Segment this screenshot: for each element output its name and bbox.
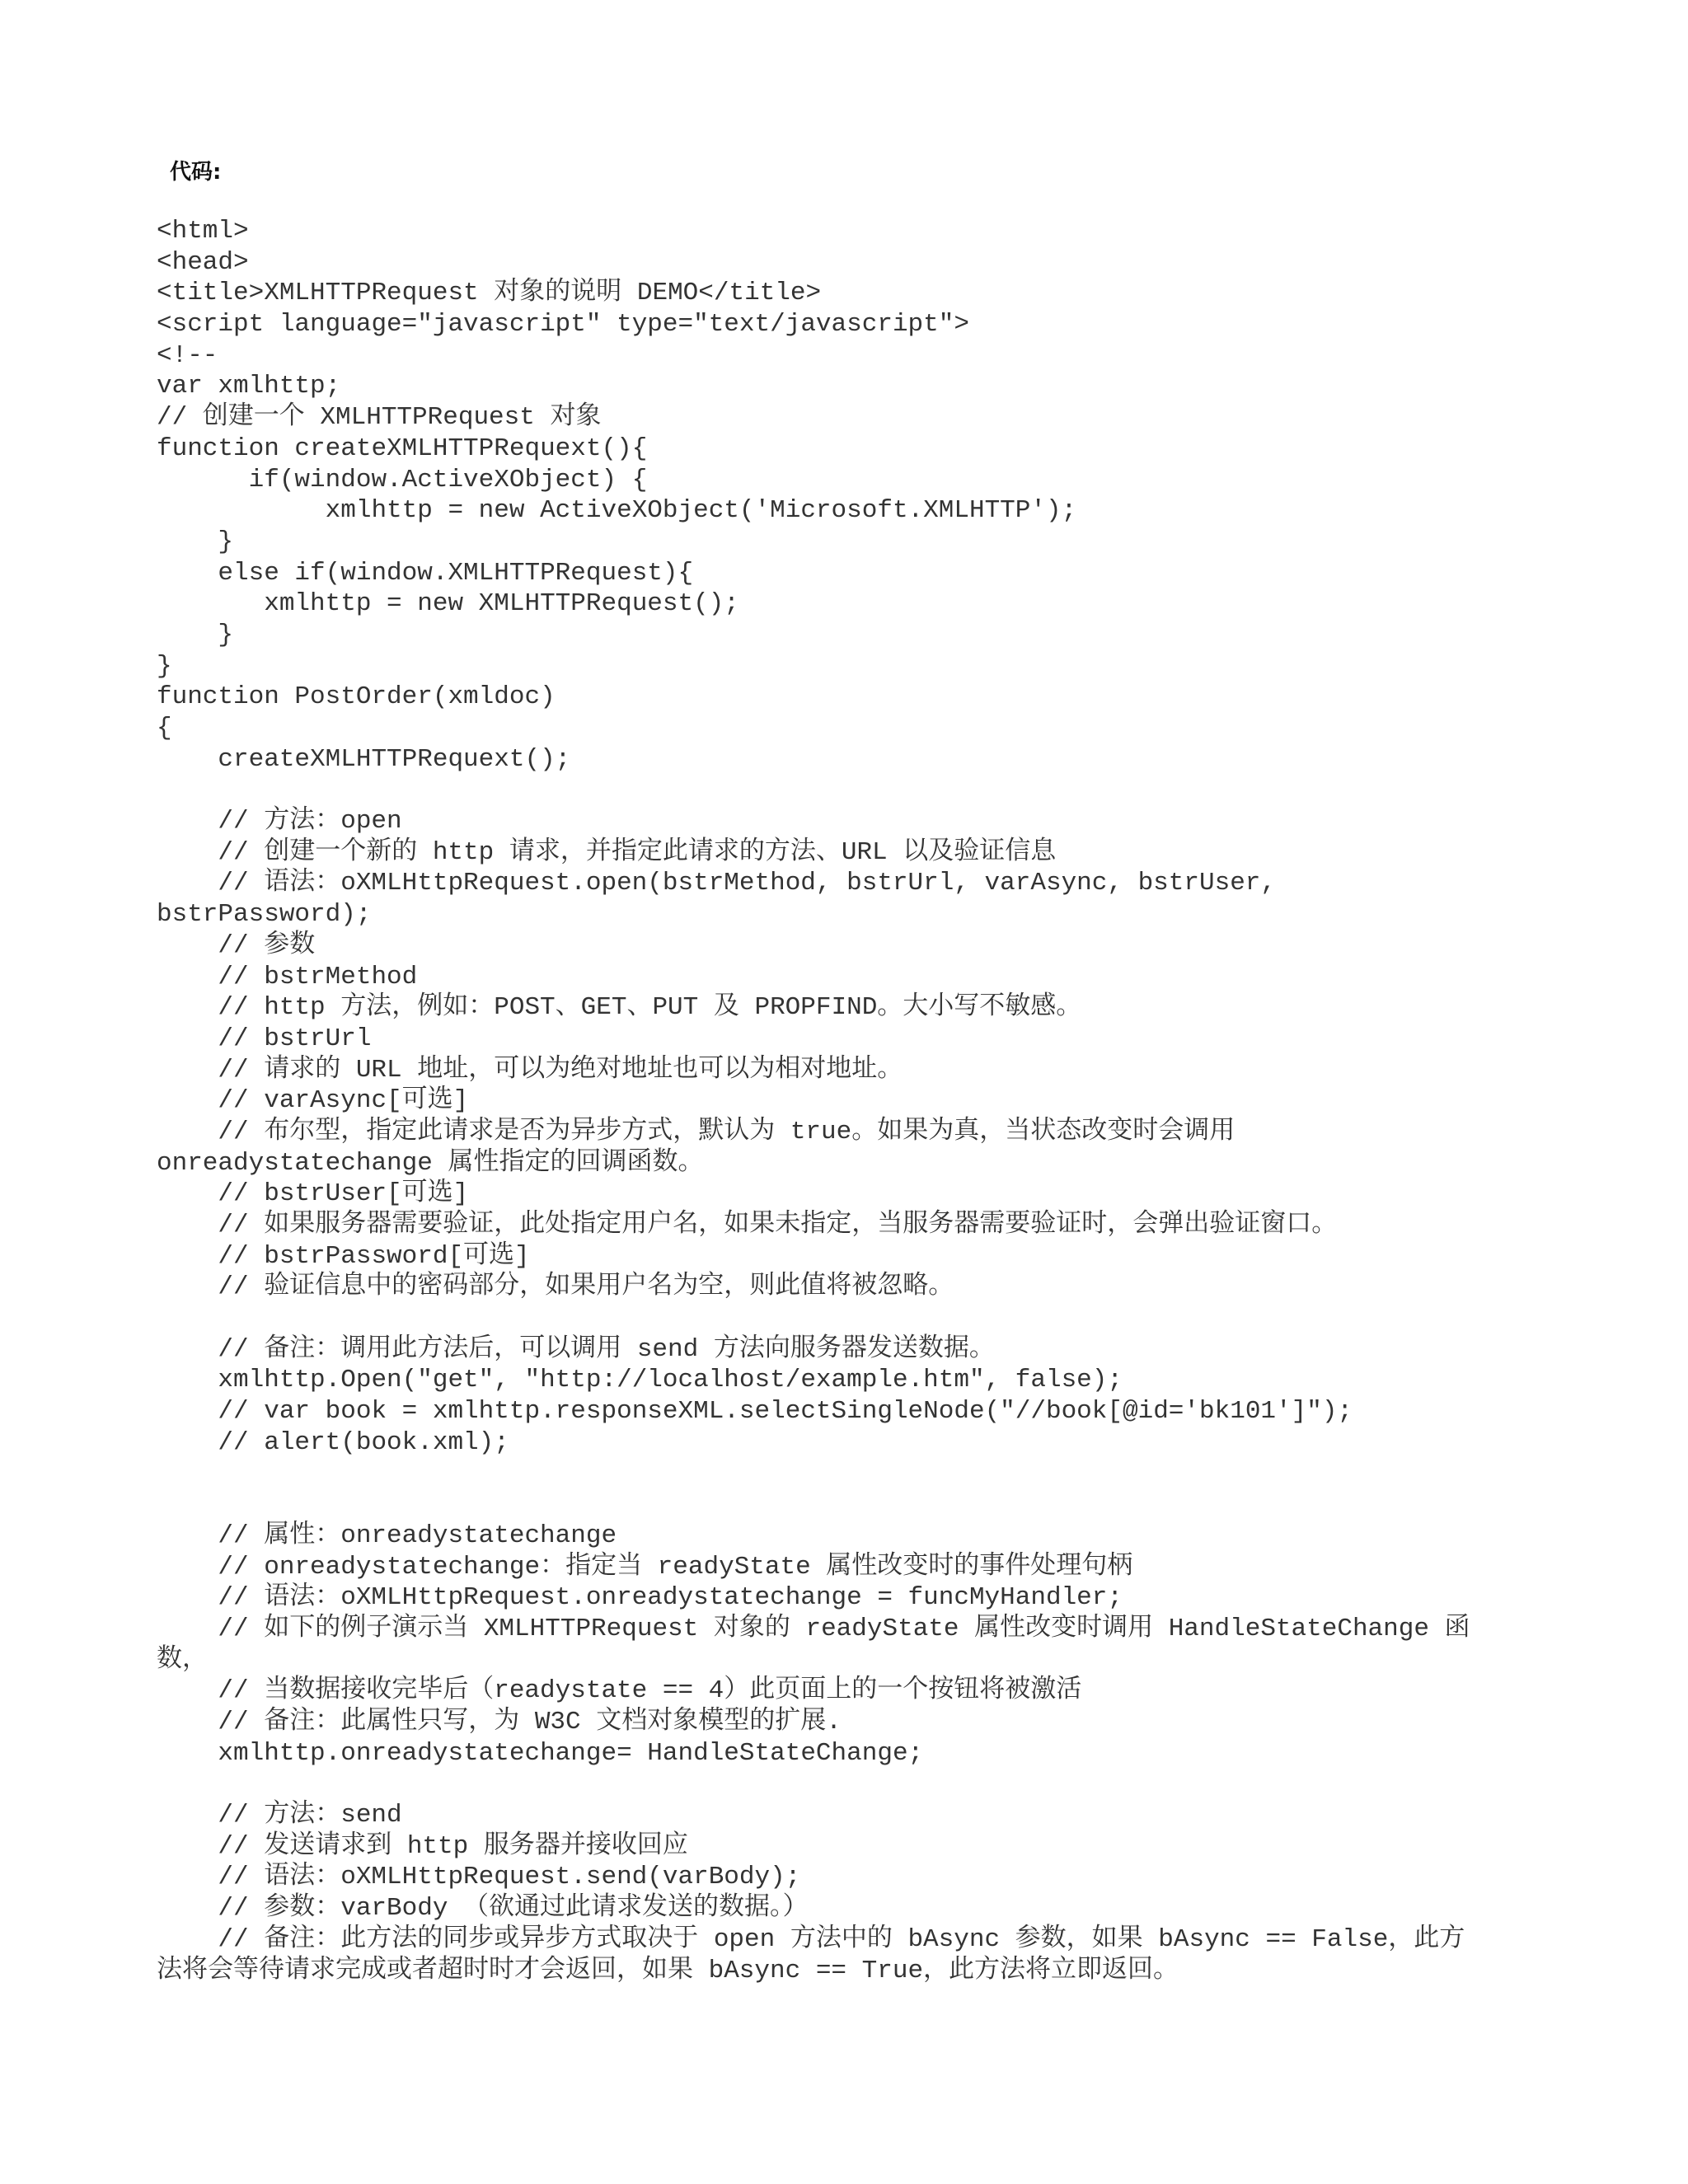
- code-line: // bstrPassword[可选]: [157, 1241, 530, 1271]
- code-block: [157, 216, 1525, 1986]
- code-line: // onreadystatechange：指定当 readyState 属性改变时的事件处理句柄: [157, 1552, 1133, 1582]
- code-line: // 参数：varBody （欲通过此请求发送的数据。）: [157, 1894, 809, 1924]
- code-line: // 方法：open: [157, 807, 402, 837]
- code-line: // 布尔型，指定此请求是否为异步方式，默认为 true。如果为真，当状态改变时会调用: [157, 1117, 1236, 1146]
- code-line: xmlhttp.Open("get", "http://localhost/example.htm", false);: [157, 1366, 1123, 1395]
- code-line: <head>: [157, 247, 249, 277]
- code-line: // bstrUrl: [157, 1024, 372, 1053]
- code-line: // 如下的例子演示当 XMLHTTPRequest 对象的 readyState 属性改变时调用 HandleStateChange 函: [157, 1614, 1470, 1643]
- code-line: function PostOrder(xmldoc): [157, 682, 556, 712]
- code-line: bstrPassword);: [157, 900, 372, 930]
- code-line: // 创建一个新的 http 请求，并指定此请求的方法、URL 以及验证信息: [157, 837, 1057, 867]
- code-line: // 验证信息中的密码部分，如果用户名为空，则此值将被忽略。: [157, 1272, 954, 1302]
- code-line: // 创建一个 XMLHTTPRequest 对象: [157, 403, 602, 433]
- code-line: // bstrUser[可选]: [157, 1179, 469, 1209]
- code-line: <html>: [157, 217, 249, 246]
- code-line: }: [157, 651, 172, 681]
- code-line: [157, 1303, 1525, 1334]
- code-label: 代码:: [170, 160, 222, 185]
- code-line: var xmlhttp;: [157, 372, 341, 401]
- code-line: // alert(book.xml);: [157, 1427, 509, 1457]
- code-line: // var book = xmlhttp.responseXML.selectSingleNode("//book[@id='bk101']");: [157, 1397, 1353, 1427]
- code-line: {: [157, 714, 172, 743]
- code-line: // 备注：此属性只写，为 W3C 文档对象模型的扩展.: [157, 1708, 842, 1736]
- code-line: }: [157, 620, 234, 649]
- code-line: if(window.ActiveXObject) {: [157, 465, 648, 494]
- code-line: [157, 1459, 1525, 1490]
- code-line: onreadystatechange 属性指定的回调函数。: [157, 1148, 704, 1178]
- code-line: // 备注：此方法的同步或异步方式取决于 open 方法中的 bAsync 参数，如果 bAsync == False，此方: [157, 1924, 1465, 1954]
- code-line: // 语法：oXMLHttpRequest.open(bstrMethod, bstrUrl, varAsync, bstrUser,: [157, 869, 1277, 898]
- code-line: // 当数据接收完毕后（readystate == 4）此页面上的一个按钮将被激活: [157, 1676, 1082, 1706]
- code-line: }: [157, 527, 234, 556]
- code-line: xmlhttp = new XMLHTTPRequest();: [157, 589, 739, 619]
- code-line: [157, 1489, 1525, 1521]
- code-line: 法将会等待请求完成或者超时时才会返回，如果 bAsync == True，此方法将立即返回。: [157, 1956, 1179, 1985]
- code-line: // varAsync[可选]: [157, 1086, 469, 1116]
- code-line: // 发送请求到 http 服务器并接收回应: [157, 1831, 688, 1861]
- code-line: <title>XMLHTTPRequest 对象的说明 DEMO</title>: [157, 279, 822, 308]
- code-line: xmlhttp = new ActiveXObject('Microsoft.XMLHTTP');: [157, 496, 1077, 526]
- code-line: // 语法：oXMLHttpRequest.onreadystatechange = funcMyHandler;: [157, 1583, 1123, 1613]
- code-line: // 请求的 URL 地址，可以为绝对地址也可以为相对地址。: [157, 1055, 903, 1085]
- code-line: // 备注：调用此方法后，可以调用 send 方法向服务器发送数据。: [157, 1334, 995, 1364]
- code-line: // 参数: [157, 930, 316, 960]
- code-line: <!--: [157, 340, 218, 370]
- code-line: [157, 775, 1525, 806]
- code-line: <script language="javascript" type="text/javascript">: [157, 310, 969, 340]
- code-line: 数，: [157, 1645, 208, 1675]
- code-line: // bstrMethod: [157, 962, 418, 991]
- code-line: // 语法：oXMLHttpRequest.send(varBody);: [157, 1863, 801, 1892]
- code-line: // http 方法，例如：POST、GET、PUT 及 PROPFIND。大小写不敏感。: [157, 993, 1082, 1023]
- code-line: xmlhttp.onreadystatechange= HandleStateChange;: [157, 1738, 924, 1768]
- code-line: // 属性：onreadystatechange: [157, 1521, 617, 1550]
- code-line: createXMLHTTPRequext();: [157, 744, 571, 774]
- code-line: // 方法：send: [157, 1801, 402, 1830]
- code-line: [157, 1769, 1525, 1800]
- code-line: function createXMLHTTPRequext(){: [157, 434, 648, 463]
- code-line: // 如果服务器需要验证，此处指定用户名，如果未指定，当服务器需要验证时，会弹出验证窗口。: [157, 1211, 1338, 1240]
- code-line: else if(window.XMLHTTPRequest){: [157, 558, 694, 588]
